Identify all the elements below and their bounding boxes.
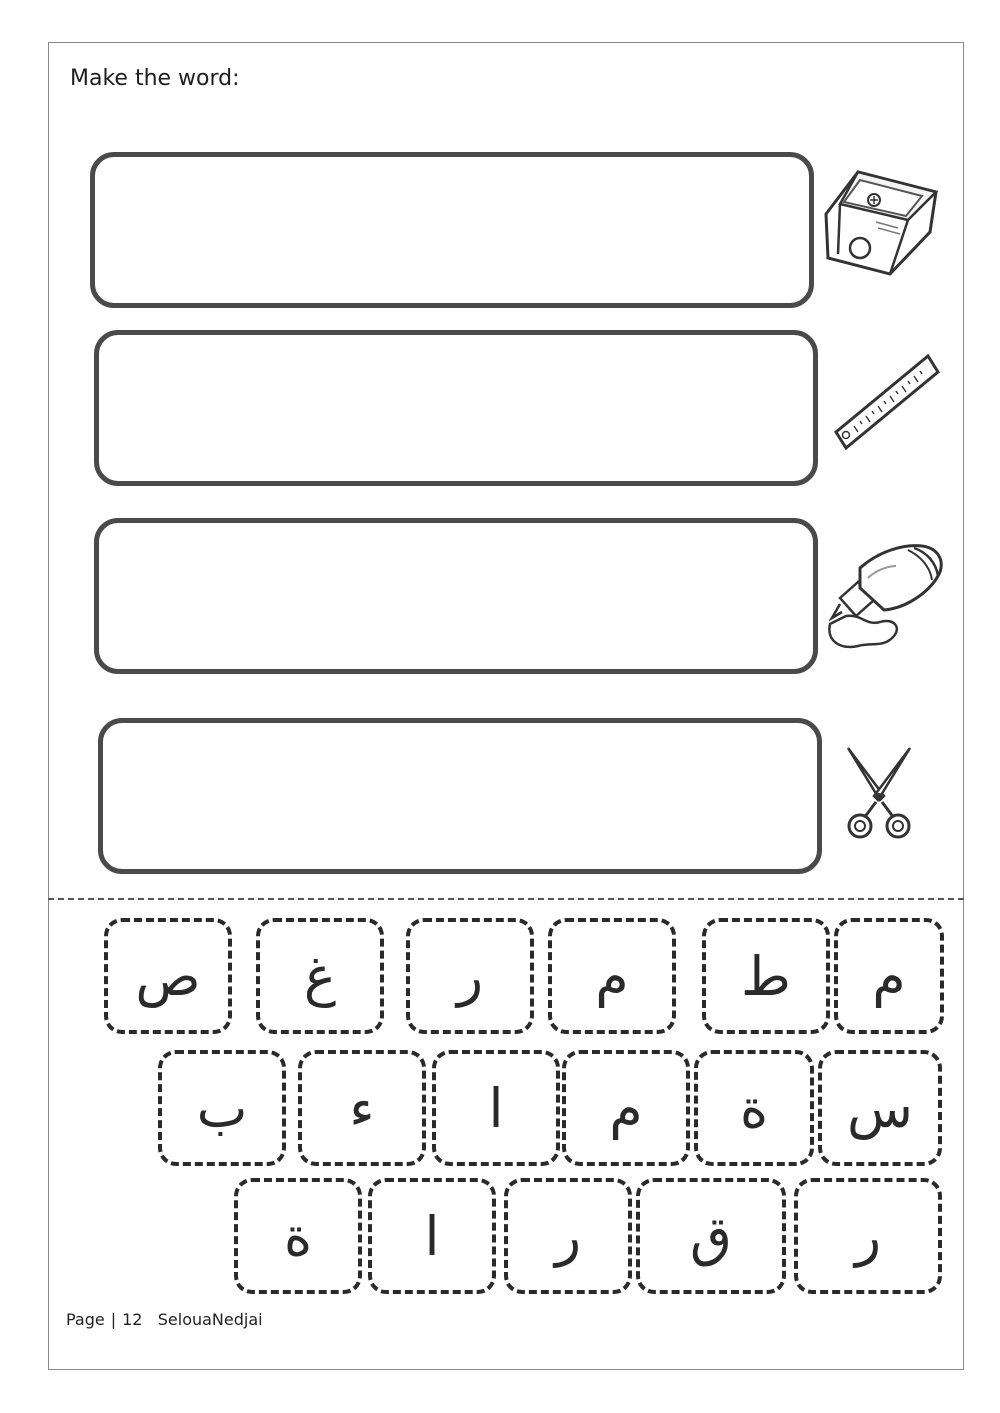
ruler-icon [830,350,942,454]
answer-box-scissors[interactable] [98,718,822,874]
page-number: 12 [122,1310,143,1329]
letter-tile[interactable]: م [562,1050,690,1166]
letter-tile[interactable]: ا [368,1178,496,1294]
letter-tile[interactable]: م [834,918,944,1034]
scissors-icon [840,740,920,844]
glue-bottle-icon [822,538,948,660]
page-label: Page [66,1310,105,1329]
answer-box-ruler[interactable] [94,330,818,486]
worksheet-title: Make the word: [70,66,240,91]
letter-tile[interactable]: ء [298,1050,426,1166]
pencil-sharpener-icon [818,162,942,284]
letter-tile[interactable]: ر [504,1178,632,1294]
letter-tile[interactable]: غ [256,918,384,1034]
answer-box-glue[interactable] [94,518,818,674]
answer-box-sharpener[interactable] [90,152,814,308]
letter-tile[interactable]: ب [158,1050,286,1166]
letter-tile[interactable]: ر [406,918,534,1034]
letter-tile[interactable]: س [818,1050,942,1166]
letter-tile[interactable]: ر [794,1178,942,1294]
page-footer [66,1310,263,1329]
footer-separator: | [110,1310,117,1329]
letter-tile[interactable]: م [548,918,676,1034]
letter-tile[interactable]: ق [636,1178,786,1294]
cut-line [48,898,964,900]
letter-tile[interactable]: ط [702,918,830,1034]
letter-tile[interactable]: ص [104,918,232,1034]
letter-tile[interactable]: ة [234,1178,362,1294]
letter-tile[interactable]: ا [432,1050,560,1166]
author-name: SelouaNedjai [157,1310,263,1329]
letter-tile[interactable]: ة [694,1050,814,1166]
